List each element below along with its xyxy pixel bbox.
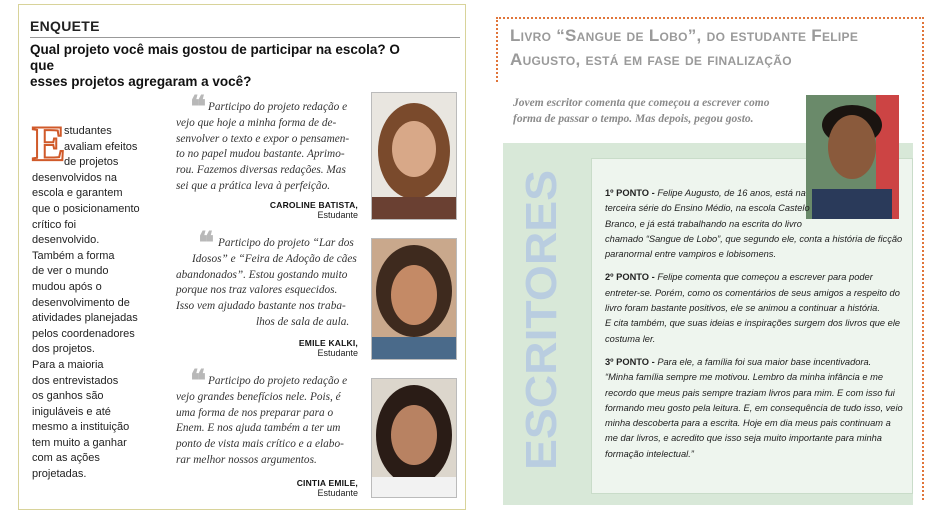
intro-line: projetadas. xyxy=(32,468,87,481)
quote-line: Participo do projeto “Lar dos xyxy=(218,237,354,249)
quote-mark-icon: ❝ xyxy=(190,91,207,124)
quote-cintia xyxy=(176,365,366,482)
article-title xyxy=(510,24,880,72)
quote-line: Participo do projeto redação e xyxy=(208,101,348,113)
point-line: me dar livros, e acredito que isso seja muito importante para minha xyxy=(605,433,882,444)
intro-line: iniguláveis e até xyxy=(32,405,111,418)
survey-label: ENQUETE xyxy=(30,18,100,34)
point-heading: 3º PONTO - xyxy=(605,356,658,367)
quote-emile xyxy=(176,227,366,344)
intro-line: de projetos xyxy=(64,156,119,169)
avatar-cintia xyxy=(371,378,457,498)
intro-line: tem muito a ganhar xyxy=(32,436,127,449)
quote-line: Idosos” e “Feira de Adoção de cães xyxy=(192,252,357,265)
section-label xyxy=(510,160,576,480)
quote-line: Enem. E nos ajuda também a ter um xyxy=(176,422,341,435)
intro-line: mesmo a instituição xyxy=(32,421,130,434)
quote-line: uma forma de nos preparar para o xyxy=(176,406,334,419)
point-line: Felipe comenta que começou a escrever para poder xyxy=(657,272,873,283)
intro-line: escola e garantem xyxy=(32,187,123,200)
survey-question xyxy=(30,42,425,90)
intro-line: desenvolvidos na xyxy=(32,171,118,184)
quote-author: CAROLINE BATISTA, xyxy=(269,200,358,210)
intro-line: os ganhos são xyxy=(32,390,104,403)
frame-dotted-right xyxy=(922,17,924,500)
intro-line: de ver o mundo xyxy=(32,265,109,278)
survey-rule xyxy=(30,37,460,38)
point-line: minha descoberta para a escrita. Hoje em dia meus pais continuam a xyxy=(605,418,891,429)
intro-line: desenvolvido. xyxy=(32,234,100,247)
intro-line: Para a maioria xyxy=(32,358,104,371)
article-points xyxy=(605,186,903,462)
quote-line: sei que a prática leva à perfeição. xyxy=(176,179,331,192)
portrait-photo-icon xyxy=(372,93,456,219)
article-subtitle xyxy=(513,96,803,127)
frame-dotted-left xyxy=(496,17,498,82)
quote-line: abandonados”. Estou gostando muito xyxy=(176,268,348,281)
point-line: paranormal entre vampiros e lobisomens. xyxy=(605,249,777,260)
portrait-photo-icon xyxy=(372,379,456,497)
quote-role: Estudante xyxy=(317,210,358,220)
point-line: formação intelectual.” xyxy=(605,448,694,459)
intro-line: dos entrevistados xyxy=(32,374,119,387)
intro-line: com as ações xyxy=(32,452,100,465)
point-3 xyxy=(605,355,903,462)
quote-text xyxy=(176,91,366,195)
point-line: Branco, e já está trabalhando na escrita do livro xyxy=(605,218,802,229)
drop-cap: E xyxy=(32,115,66,171)
intro-line: mudou após o xyxy=(32,280,102,293)
portrait-photo-icon xyxy=(372,239,456,359)
point-line: chamado “Sangue de Lobo”, que segundo ele, conta a história de ficção xyxy=(605,233,903,244)
intro-line: que o posicionamento xyxy=(32,202,140,215)
quote-line: vejo que hoje a minha forma de de- xyxy=(176,116,337,129)
point-line: terceira série do Ensino Médio, na escola Castelo xyxy=(605,203,810,214)
frame-dotted-top xyxy=(496,17,924,19)
point-line: recordo que meus pais sempre traziam livros para mim. E com isso fui xyxy=(605,387,895,398)
point-heading: 1º PONTO - xyxy=(605,188,658,198)
quote-line: vejo grandes benefícios nele. Pois, é xyxy=(176,390,341,403)
quote-line: Participo do projeto redação e xyxy=(208,375,348,387)
intro-line: studantes xyxy=(64,125,112,137)
title-line: Livro “Sangue de Lobo”, do estudante Felipe xyxy=(510,26,859,45)
subtitle-line: forma de passar o tempo. Mas depois, pegou gosto. xyxy=(513,112,754,125)
question-line: Qual projeto você mais gostou de participar na escola? O que xyxy=(30,42,400,73)
point-2 xyxy=(605,270,901,346)
quote-author: EMILE KALKI, xyxy=(298,338,358,348)
point-line: Felipe Augusto, de 16 anos, está na xyxy=(657,188,806,198)
quote-line: ponto de vista mais crítico e a elabo- xyxy=(176,438,344,451)
quote-role: Estudante xyxy=(317,348,358,358)
avatar-emile xyxy=(371,238,457,360)
quote-line: rar melhor nossos argumentos. xyxy=(176,453,317,466)
quote-text xyxy=(176,227,366,331)
intro-line: dos projetos. xyxy=(32,343,95,356)
quote-author: CINTIA EMILE, xyxy=(296,478,358,488)
title-line: Augusto, está em fase de finalização xyxy=(510,50,792,69)
quote-line: to no papel mudou bastante. Aprimo- xyxy=(176,148,345,161)
quote-text xyxy=(176,365,366,469)
survey-intro xyxy=(32,124,157,483)
point-line: entreter-se. Porém, como os comentários de seus amigos a respeito do xyxy=(605,287,900,298)
quote-line: Isso vem ajudado bastante nos traba- xyxy=(176,300,346,313)
question-line: esses projetos agregaram a você? xyxy=(30,74,252,89)
intro-line: pelos coordenadores xyxy=(32,327,135,340)
point-line: livro foram bastante positivos, ele se animou a continuar a história. xyxy=(605,303,880,314)
quote-line: rou. Fazemos diversas redações. Mas xyxy=(176,164,346,177)
quote-line: lhos de sala de aula. xyxy=(256,315,350,328)
point-line: Para ele, a família foi sua maior base incentivadora. xyxy=(657,356,872,367)
quote-role: Estudante xyxy=(317,488,358,498)
intro-line: crítico foi xyxy=(32,218,77,231)
intro-line: desenvolvimento de xyxy=(32,296,130,309)
point-line: formando meu gosto pela leitura. E, em consequência de tudo isso, veio xyxy=(605,402,903,413)
intro-line: atividades planejadas xyxy=(32,312,138,325)
intro-line: avaliam efeitos xyxy=(64,140,138,153)
section-label-text: ESCRITORES xyxy=(517,184,566,470)
avatar-caroline xyxy=(371,92,457,220)
point-line: costuma ler. xyxy=(605,333,656,344)
subtitle-line: Jovem escritor comenta que começou a escrever como xyxy=(513,97,770,109)
quote-mark-icon: ❝ xyxy=(198,227,215,260)
point-1 xyxy=(605,186,903,262)
point-heading: 2º PONTO - xyxy=(605,272,658,283)
quote-mark-icon: ❝ xyxy=(190,365,207,398)
point-line: “Minha família sempre me motivou. Lembro da minha infância e me xyxy=(605,372,883,383)
quote-line: porque nos traz valores esquecidos. xyxy=(176,284,338,297)
intro-line: Também a forma xyxy=(32,249,115,262)
quote-line: senvolver o texto e expor o pensamen- xyxy=(176,132,350,145)
point-line: E cita também, que suas ideias e inspirações surgem dos livros que ele xyxy=(605,318,901,329)
